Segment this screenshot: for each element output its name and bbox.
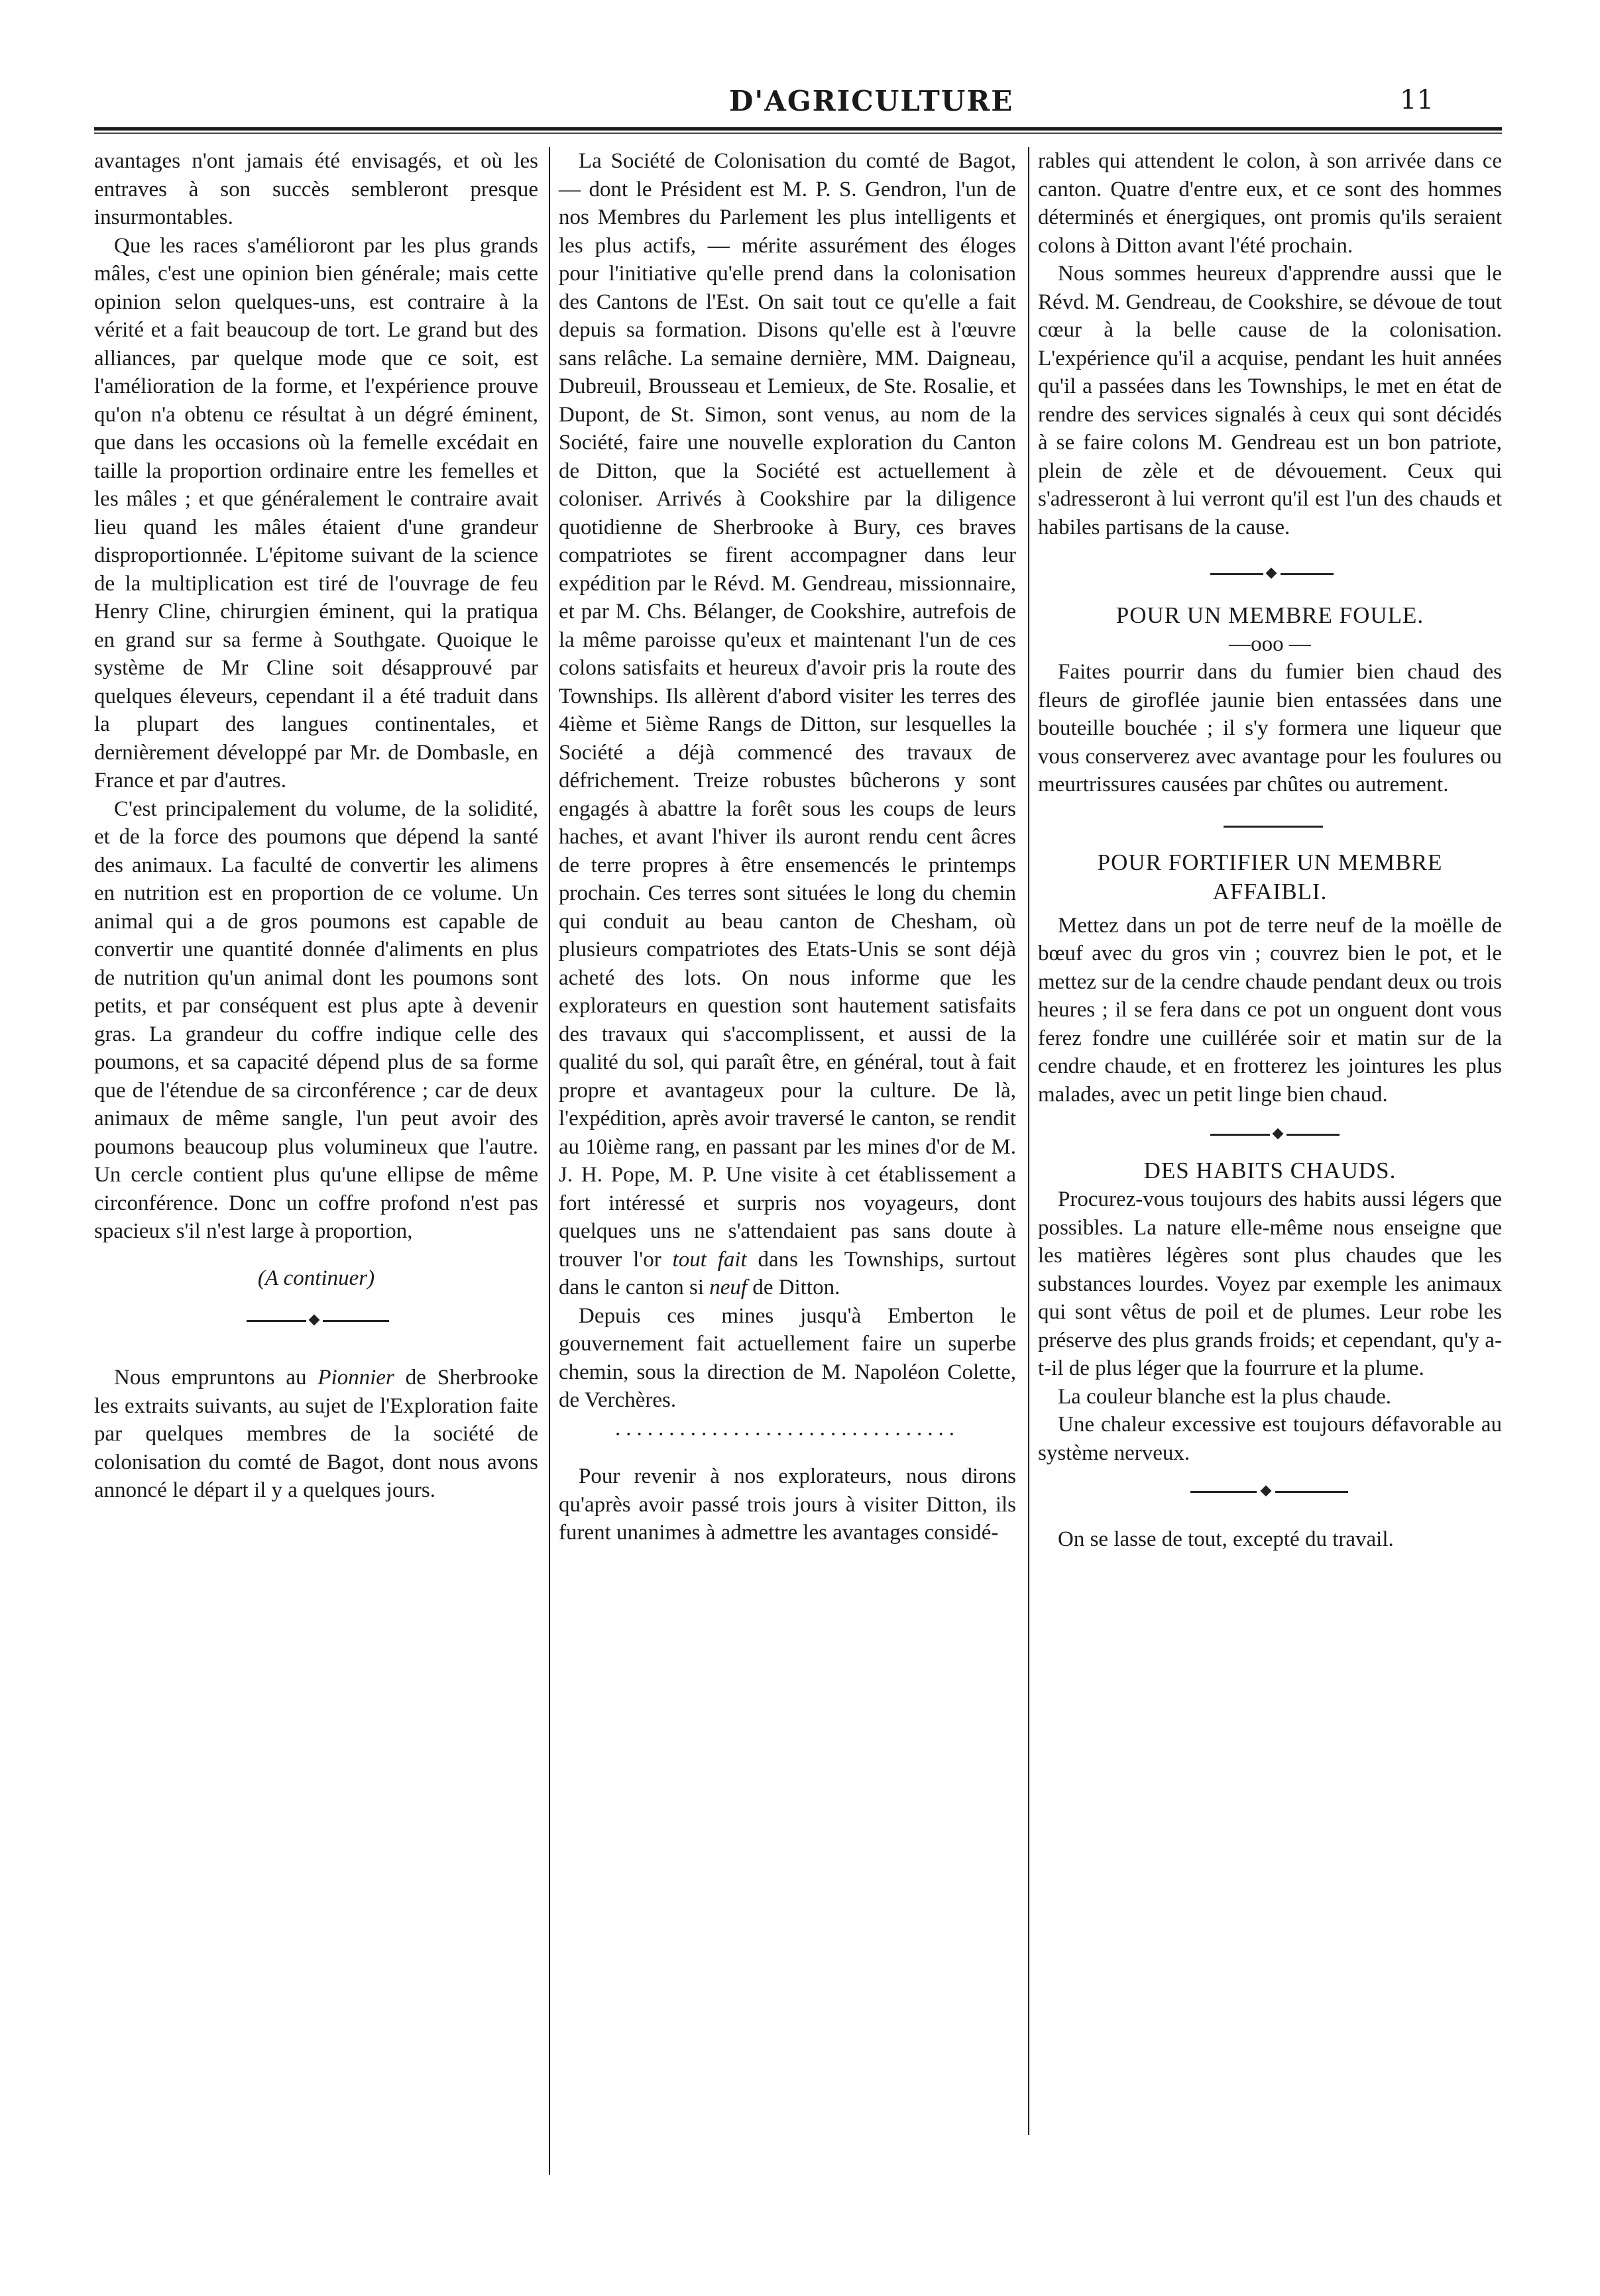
- heading-membre-foule: POUR UN MEMBRE FOULE.: [1115, 602, 1424, 628]
- heading-fortifier-membre: POUR FORTIFIER UN MEMBRE AFFAIBLI.: [1097, 849, 1443, 904]
- col3-paragraph-5: Procurez-vous toujours des habits aussi légers que possibles. La nature elle-même nous enseigne que les matières légères sont plus chaudes que les substances lourdes. Voyez par exemple les animaux qui sont vêtus de poil et de plumes. Leur robe les préserve des plus grands froids; et cependant, qu'y a-t-il de plus léger que la fourrure et la plume.: [1038, 1187, 1502, 1380]
- ornament-divider-1: [94, 1307, 538, 1335]
- column-3: [1038, 147, 1502, 1554]
- dotted-separator: ................................: [615, 1416, 960, 1441]
- col1-paragraph-4: Nous empruntons au Pionnier de Sherbrooke les extraits suivants, au sujet de l'Exploration faite par quelques membres de la société de colonisation du comté de Bagot, dont nous avons annoncé le départ il y a quelques jours.: [94, 1366, 539, 1502]
- col3-paragraph-3: Faites pourrir dans du fumier bien chaud des fleurs de giroflée jaunie bien entassées dans une bouteille bouchée ; il s'y formera une liqueur que vous conserverez avec avantage pour les foulures ou meurtrissures causées par chûtes ou autrement.: [1038, 660, 1502, 796]
- heading-habits-chauds: DES HABITS CHAUDS.: [1143, 1158, 1397, 1183]
- ornament-divider-3: [1038, 812, 1502, 840]
- col3-paragraph-1: rables qui attendent le colon, à son arrivée dans ce canton. Quatre d'entre eux, et ce sont des hommes déterminés et énergiques, ont promis qu'ils seraient colons à Ditton avant l'été prochain.: [1038, 149, 1502, 258]
- column-1: [94, 147, 538, 1505]
- column-divider-1: [549, 147, 550, 2175]
- column-2: [559, 147, 1016, 1547]
- page-number: 11: [1400, 85, 1434, 115]
- col2-paragraph-1: La Société de Colonisation du comté de Bagot, — dont le Président est M. P. S. Gendron, l'un de nos Membres du Parlement les plus intelligents et les plus actifs, — mérite assurément des éloges pour l'initiative qu'elle prend dans la colonisation des Cantons de l'Est. On sait tout ce qu'elle a fait depuis sa formation. Disons qu'elle est à l'œuvre sans relâche. La semaine dernière, MM. Daigneau, Dubreuil, Brousseau et Lemieux, de Ste. Rosalie, et Dupont, de St. Simon, sont venus, au nom de la Société, faire une nouvelle exploration du Canton de Ditton, que la Société est actuellement à coloniser. Arrivés à Cookshire par la diligence quotidienne de Sherbrooke à Bury, ces braves compatriotes se firent accompagner dans leur expédition par le Révd. M. Gendreau, missionnaire, et par M. Chs. Bélanger, de Cookshire, autrefois de la même paroisse qu'eux et maintenant l'un de ces colons satisfaits et heureux d'avoir pris la route des Townships. Ils allèrent d'abord visiter les terres des 4ième et 5ième Rangs de Ditton, sur lesquelles la Société a déjà commencé des travaux de défrichement. Treize robustes bûcherons y sont engagés à abattre la forêt sous les coups de leurs haches, et avant l'hiver ils auront rendu cent âcres de terre propres à être ensemencés le printemps prochain. Ces terres sont situées le long du chemin qui conduit au beau canton de Chesham, où plusieurs compatriotes des Etats-Unis se sont déjà acheté des lots. On nous informe que les explorateurs en question sont hautement satisfaits des travaux qui s'accomplissent, et aussi de la qualité du sol, qui paraît être, en général, tout à fait propre et avantageux pour la culture. De là, l'expédition, après avoir traversé le canton, se rendit au 10ième rang, en passant par les mines d'or de M. J. H. Pope, M. P. Une visite à cet établissement a fort intéressé et surpris nos voyageurs, dont quelques uns ne s'attendaient pas sans doute à trouver l'or tout fait dans les Townships, surtout dans le canton si neuf de Ditton.: [559, 149, 1017, 1299]
- ornament-divider-2: [1038, 560, 1502, 588]
- col3-paragraph-6: La couleur blanche est la plus chaude.: [1058, 1384, 1392, 1409]
- col1-paragraph-1: avantages n'ont jamais été envisagés, et où les entraves à son succès sembleront presque insurmontables.: [94, 149, 538, 229]
- col1-paragraph-3: C'est principalement du volume, de la solidité, et de la force des poumons que dépend la santé des animaux. La faculté de convertir les alimens en nutrition est en proportion de ce volume. Un animal qui a de gros poumons est capable de convertir une quantité donnée d'aliments en plus de nutrition qu'un animal dont les poumons sont petits, et par conséquent est plus apte à devenir gras. La grandeur du coffre indique celle des poumons, et sa capacité dépend plus de sa forme que de l'étendue de sa circonférence ; car de deux animaux de même sangle, l'un peut avoir des poumons beaucoup plus volumineux que l'autre. Un cercle contient plus qu'une ellipse de même circonférence. Donc un coffre profond n'est pas spacieux s'il n'est large à proportion,: [94, 796, 538, 1243]
- a-continuer-note: (A continuer): [257, 1266, 375, 1290]
- col3-paragraph-2: Nous sommes heureux d'apprendre aussi que le Révd. M. Gendreau, de Cookshire, se dévoue de tout cœur à la belle cause de la colonisation. L'expérience qu'il a acquise, pendant les huit années qu'il a passées dans les Townships, le met en état de rendre des services signalés à ceux qui sont décidés à se faire colons M. Gendreau est un bon patriote, plein de zèle et de dévouement. Ceux qui s'adresseront à lui verront qu'il est l'un des chauds et habiles partisans de la cause.: [1038, 262, 1502, 539]
- col2-paragraph-3: Pour revenir à nos explorateurs, nous dirons qu'après avoir passé trois jours à visiter Ditton, ils furent unanimes à admettre les avantages considé-: [559, 1464, 1016, 1545]
- ornament-divider-4: [1038, 1121, 1502, 1148]
- header-rule: [94, 127, 1502, 131]
- col2-paragraph-2: Depuis ces mines jusqu'à Emberton le gouvernement fait actuellement faire un superbe chemin, sous la direction de M. Napoléon Colette, de Verchères.: [559, 1303, 1016, 1412]
- column-divider-2: [1028, 147, 1029, 2135]
- col3-paragraph-8: On se lasse de tout, excepté du travail.: [1058, 1527, 1394, 1551]
- page-header-title: D'AGRICULTURE: [729, 85, 1014, 117]
- heading-membre-foule-sub: —ooo —: [1229, 632, 1311, 656]
- ornament-divider-5: [1038, 1478, 1502, 1505]
- col3-paragraph-4: Mettez dans un pot de terre neuf de la moëlle de bœuf avec du gros vin ; couvrez bien le pot, et le mettez sur de la cendre chaude pendant deux ou trois heures ; il se fera dans ce pot un onguent dont vous ferez fondre une cuillérée soir et matin sur de la cendre chaude, et en frotterez les jointures les plus malades, avec un petit linge bien chaud.: [1038, 913, 1502, 1107]
- col3-paragraph-7: Une chaleur excessive est toujours défavorable au système nerveux.: [1038, 1413, 1502, 1465]
- header-rule-thin: [94, 133, 1502, 134]
- col1-paragraph-2: Que les races s'amélioront par les plus grands mâles, c'est une opinion bien générale; mais cette opinion selon quelques-uns, est contraire à la vérité et a fait beaucoup de tort. Le grand but des alliances, par quelque mode que ce soit, est l'amélioration de la forme, et l'expérience prouve qu'on n'a obtenu ce résultat à un dégré éminent, que dans les occasions où la femelle excédait en taille la proportion ordinaire entre les femelles et les mâles ; et que généralement le contraire avait lieu quand les mâles étaient d'une grandeur disproportionnée. L'épitome suivant de la science de la multiplication est tiré de l'ouvrage de feu Henry Cline, chirurgien éminent, qui la pratiqua en grand sur sa ferme à Southgate. Quoique le système de Mr Cline soit désapprouvé par quelques éleveurs, cependant il a été traduit dans la plupart des langues continentales, et dernièrement développé par Mr. de Dombasle, en France et par d'autres.: [94, 233, 538, 793]
